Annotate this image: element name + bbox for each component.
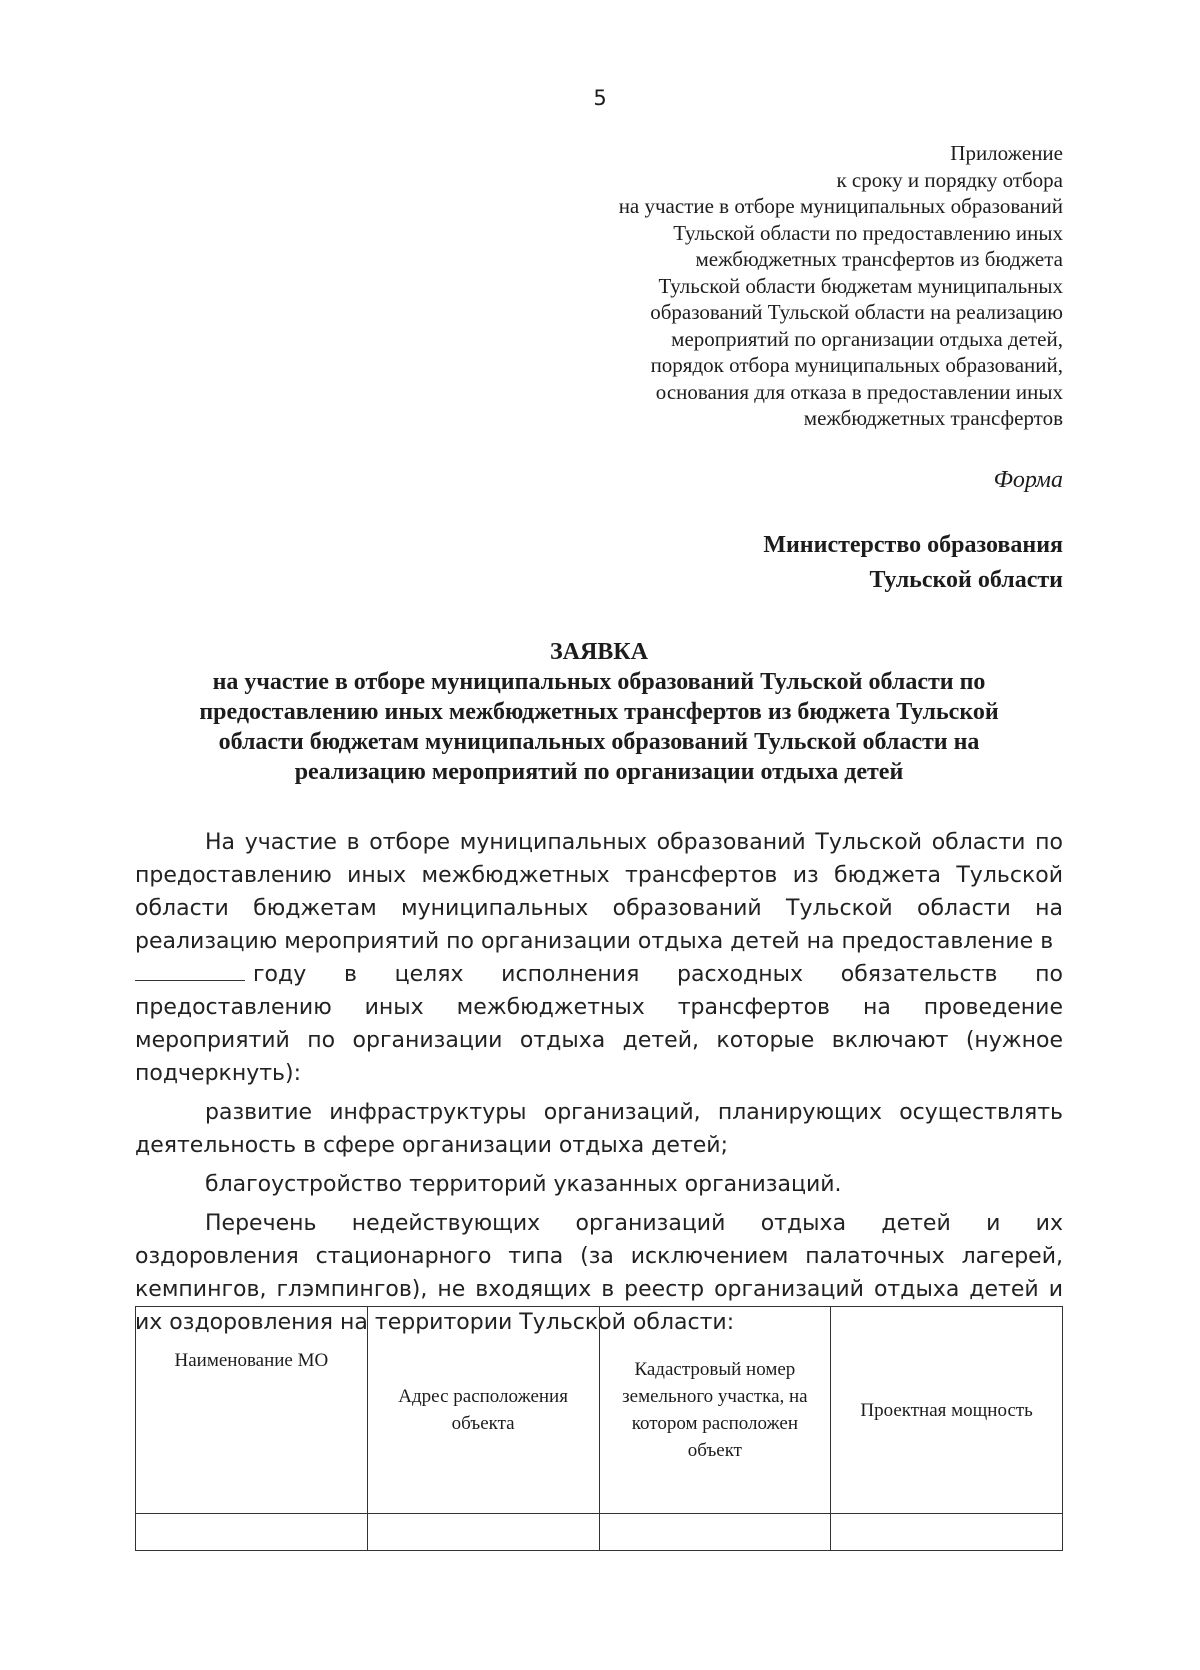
intro-text: На участие в отборе муниципальных образований Тульской области по предоставлению иных межбюджетных трансфертов из бюджета Тульской области бюджетам муниципальных образований Тульской области на реализацию мероприятий по организации отдыха детей на предоставление в <box>135 830 1063 954</box>
request-heading: ЗАЯВКА <box>549 639 649 665</box>
column-header-cadastral-number: Кадастровый номер земельного участка, на котором расположен объект <box>599 1307 831 1514</box>
request-subtitle-line: предоставлению иных межбюджетных трансфертов из бюджета Тульской <box>199 699 999 725</box>
intro-paragraph <box>135 826 1063 1090</box>
year-blank-field[interactable] <box>135 958 245 981</box>
appendix-line: Тульской области по предоставлению иных <box>673 220 1063 245</box>
table-row <box>136 1514 1063 1551</box>
ministry-line: Тульской области <box>869 567 1063 593</box>
appendix-line: порядок отбора муниципальных образований, <box>650 353 1063 377</box>
option-infrastructure: развитие инфраструктуры организаций, планирующих осуществлять деятельность в сфере организации отдыха детей; <box>135 1100 1063 1158</box>
table-cell-empty[interactable] <box>599 1514 831 1551</box>
table-cell-empty[interactable] <box>367 1514 599 1551</box>
intro-text-continued: году в целях исполнения расходных обязательств по предоставлению иных межбюджетных трансфертов на проведение мероприятий по организации отдыха детей, которые включают (нужное подчеркнуть): <box>135 962 1063 1086</box>
appendix-note <box>463 140 1063 432</box>
option-landscaping: благоустройство территорий указанных организаций. <box>205 1172 842 1197</box>
appendix-line: межбюджетных трансфертов <box>803 406 1063 430</box>
objects-table <box>135 1306 1063 1551</box>
appendix-line: к сроку и порядку отбора <box>836 167 1063 192</box>
appendix-line: образований Тульской области на реализацию <box>650 300 1063 324</box>
column-header-mo-name: Наименование МО <box>136 1307 368 1514</box>
request-subtitle-line: реализацию мероприятий по организации отдыха детей <box>294 759 904 785</box>
page-number: 5 <box>593 86 607 110</box>
column-header-capacity: Проектная мощность <box>831 1307 1063 1514</box>
appendix-line: мероприятий по организации отдыха детей, <box>671 326 1063 351</box>
appendix-line: Тульской области бюджетам муниципальных <box>658 273 1063 298</box>
form-label: Форма <box>993 467 1063 493</box>
appendix-line: основания для отказа в предоставлении иных <box>655 379 1063 404</box>
addressee-ministry <box>763 528 1063 598</box>
table-header-row <box>136 1307 1063 1514</box>
appendix-line: межбюджетных трансфертов из бюджета <box>695 247 1063 271</box>
table-cell-empty[interactable] <box>136 1514 368 1551</box>
column-header-address: Адрес расположения объекта <box>367 1307 599 1514</box>
appendix-line: на участие в отборе муниципальных образований <box>618 194 1063 218</box>
body-text <box>135 826 1063 1345</box>
request-subtitle-line: области бюджетам муниципальных образований Тульской области на <box>218 729 980 755</box>
request-subtitle-line: на участие в отборе муниципальных образований Тульской области по <box>212 669 986 695</box>
appendix-line: Приложение <box>950 141 1063 165</box>
table-cell-empty[interactable] <box>831 1514 1063 1551</box>
list-intro-paragraph: Перечень недействующих организаций отдыха детей и их оздоровления стационарного типа (за исключением палаточных лагерей, кемпингов, глэмпингов), не входящих в реестр организаций отдыха детей и их оздоровления на территории Тульской области: <box>135 1211 1063 1335</box>
ministry-line: Министерство образования <box>763 532 1063 558</box>
request-title <box>135 637 1063 787</box>
